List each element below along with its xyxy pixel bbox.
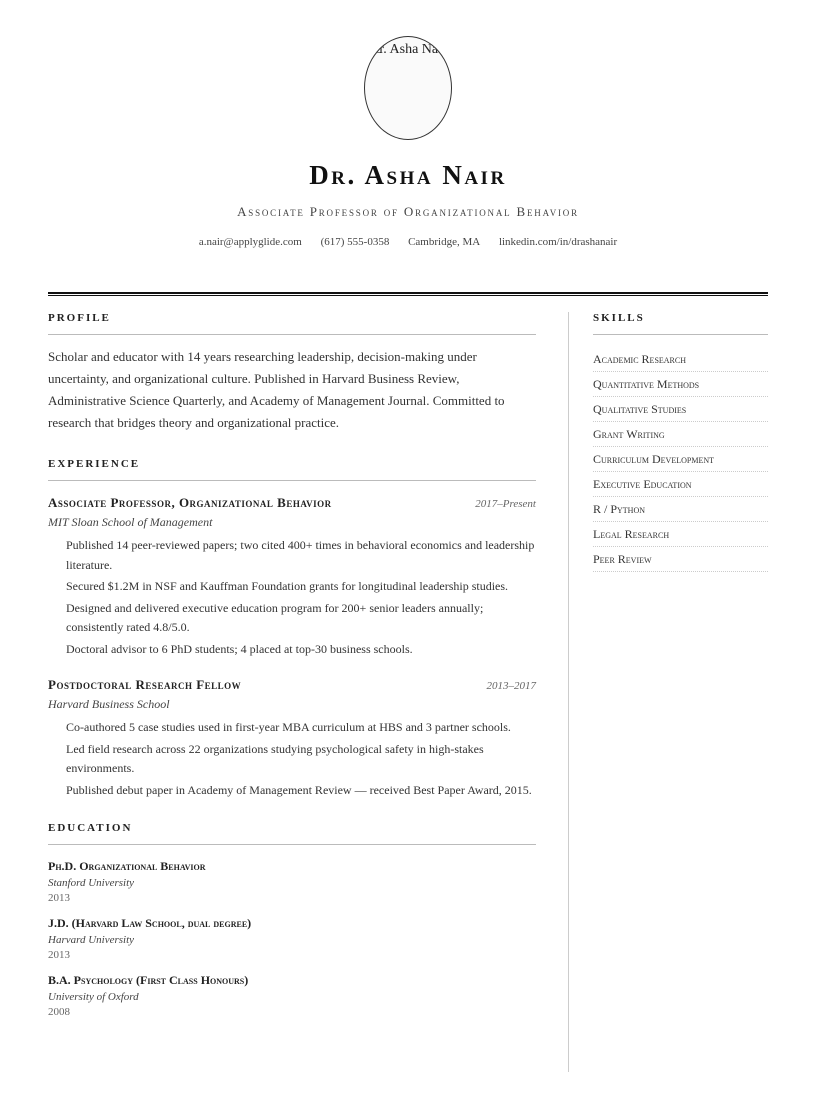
skill-item: Curriculum Development [593, 447, 768, 472]
job-title: Postdoctoral Research Fellow [48, 677, 242, 692]
skill-item: Qualitative Studies [593, 397, 768, 422]
job-bullet: Secured $1.2M in NSF and Kauffman Foundation grants for longitudinal leadership studies. [66, 579, 509, 593]
education-school: Stanford University [48, 877, 135, 889]
education-year: 2008 [48, 1006, 70, 1018]
contact-phone[interactable]: (617) 555-0358 [320, 236, 390, 248]
education-year: 2013 [48, 892, 70, 904]
education-entry [48, 859, 536, 904]
job-bullet: Doctoral advisor to 6 PhD students; 4 placed at top-30 business schools. [66, 641, 413, 656]
job-organization: MIT Sloan School of Management [48, 515, 213, 529]
skill-item: Peer Review [593, 547, 768, 572]
candidate-title: Associate Professor of Organizational Behavior [237, 204, 579, 219]
profile-section [48, 312, 536, 434]
contact-line [0, 236, 816, 248]
job-bullet: Led field research across 22 organizations studying psychological safety in high-stakes environments. [66, 741, 484, 775]
education-school: Harvard University [48, 934, 135, 946]
job-bullets [66, 718, 536, 800]
education-school: University of Oxford [48, 991, 139, 1003]
skill-item: Quantitative Methods [593, 372, 768, 397]
profile-photo [364, 36, 452, 140]
skill-item: Legal Research [593, 522, 768, 547]
skill-item: Grant Writing [593, 422, 768, 447]
candidate-name: Dr. Asha Nair [309, 160, 507, 190]
education-degree: Ph.D. Organizational Behavior [48, 859, 206, 873]
section-heading-education: EDUCATION [48, 822, 536, 845]
job-bullets [66, 536, 536, 659]
sidebar-column [593, 312, 768, 572]
section-heading-skills: SKILLS [593, 312, 768, 335]
header-divider-thin [48, 295, 768, 296]
section-heading-experience: EXPERIENCE [48, 458, 536, 481]
job-entry [48, 677, 536, 800]
job-title: Associate Professor, Organizational Behavior [48, 495, 332, 510]
skill-item: R / Python [593, 497, 768, 522]
education-degree: J.D. (Harvard Law School, dual degree) [48, 916, 252, 930]
skill-item: Executive Education [593, 472, 768, 497]
header-divider-thick [48, 292, 768, 294]
education-entry [48, 973, 536, 1018]
contact-linkedin[interactable]: linkedin.com/in/drashanair [498, 236, 618, 248]
contact-email[interactable]: a.nair@applyglide.com [198, 236, 302, 248]
education-section [48, 822, 536, 1018]
job-bullet: Co-authored 5 case studies used in first-year MBA curriculum at HBS and 3 partner schools. [66, 720, 511, 734]
education-entry [48, 916, 536, 961]
experience-section [48, 458, 536, 800]
skills-list [593, 347, 768, 572]
photo-alt-text: Dr. Asha Nair [369, 42, 447, 57]
job-bullet: Published debut paper in Academy of Management Review — received Best Paper Award, 2015. [66, 782, 532, 797]
job-organization: Harvard Business School [48, 697, 170, 711]
job-entry [48, 495, 536, 659]
main-column [48, 312, 536, 1018]
education-degree: B.A. Psychology (First Class Honours) [48, 973, 249, 987]
skill-item: Academic Research [593, 347, 768, 372]
job-dates: 2013–2017 [486, 680, 536, 692]
profile-text: Scholar and educator with 14 years researching leadership, decision-making under uncertainty, and organizational culture. Published in Harvard Business Review, Administrative Science Quarterly, and Academy of Management Journal. Committed to research that bridges theory and organizational practice. [48, 349, 505, 430]
contact-location: Cambridge, MA [408, 236, 481, 248]
resume-header [0, 0, 816, 300]
job-dates: 2017–Present [475, 498, 536, 510]
education-year: 2013 [48, 949, 70, 961]
job-bullet: Designed and delivered executive education program for 200+ senior leaders annually; consistently rated 4.8/5.0. [66, 600, 484, 634]
section-heading-profile: PROFILE [48, 312, 536, 335]
job-bullet: Published 14 peer-reviewed papers; two cited 400+ times in behavioral economics and leadership literature. [66, 538, 535, 572]
column-divider [568, 312, 569, 1072]
